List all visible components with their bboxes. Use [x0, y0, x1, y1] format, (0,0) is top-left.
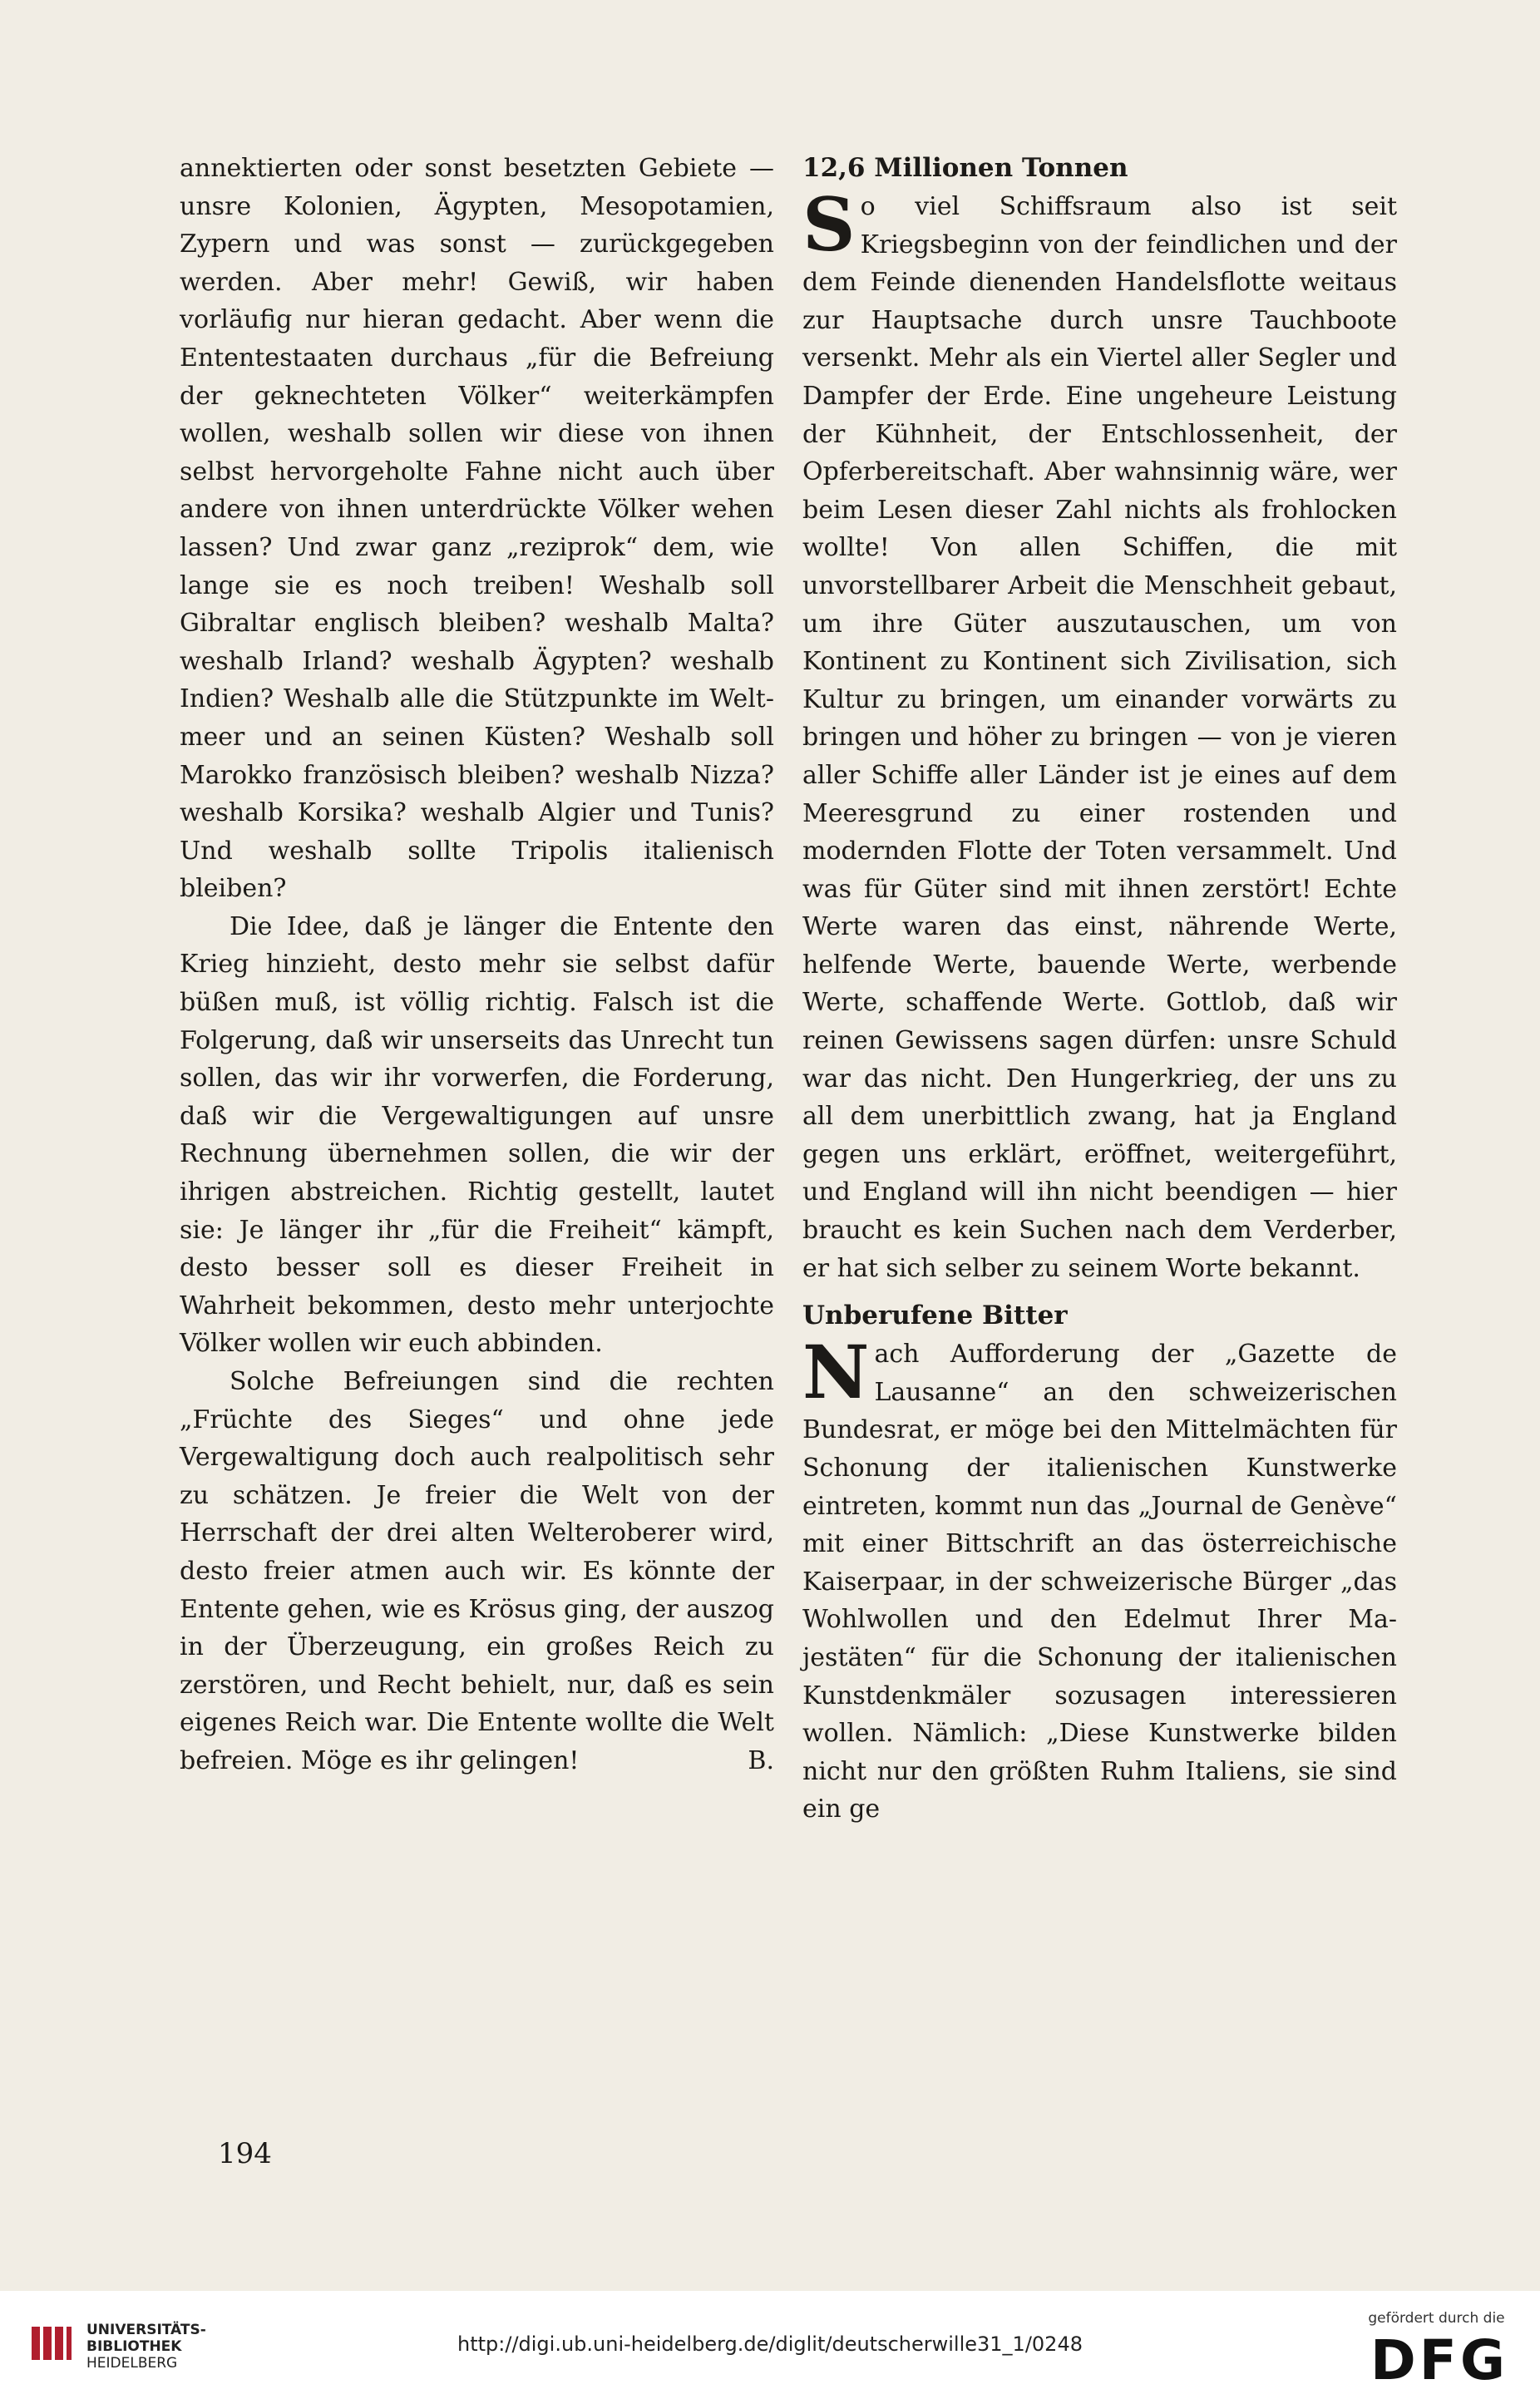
section-title-unberufene-bitter: Unberufene Bitter — [802, 1301, 1068, 1331]
library-name-line-1: UNIVERSITÄTS- — [86, 2322, 206, 2338]
dfg-logo: DFG — [1370, 2328, 1509, 2392]
library-name-line-3: HEIDELBERG — [86, 2355, 178, 2372]
page-number: 194 — [218, 2137, 272, 2170]
left-paragraph-2: Die Idee, daß je länger die Entente den Krieg hinzieht, desto mehr sie selbst dafür büßen muß, ist völlig richtig. Falsch ist die Folgerung, daß wir unserseits das Unrecht tun sollen, das wir ihr vorwerfen, die Forderung, daß wir die Vergewaltigungen auf unsre Rechnung übernehmen sollen, die wir der ihrigen abstreichen. Richtig gestellt, lautet sie: Je länger ihr „für die Freiheit“ kämpft, desto besser soll es dieser Freiheit in Wahrheit bekommen, desto mehr unterjochte Völker wollen wir euch abbinden. — [180, 911, 774, 1359]
section-paragraph-unberufene-bitter — [802, 1329, 1397, 1829]
right-column — [802, 150, 1397, 1829]
author-signature: B. — [748, 1745, 774, 1775]
funded-by-label: gefördert durch die — [1368, 2310, 1505, 2327]
section-paragraph-tonnage — [802, 181, 1397, 1287]
left-paragraph-3: Solche Befreiungen sind die rechten „Früchte des Sieges“ und ohne jede Vergewaltigung doch auch realpolitisch sehr zu schätzen. Je freier die Welt von der Herrschaft der drei alten Welteroberer wird, desto freier atmen auch wir. Es könnte der Entente gehen, wie es Krösus ging, der auszog in der Überzeugung, ein großes Reich zu zerstören, und Recht behielt, nur, daß es sein eigenes Reich war. Die Entente wollte die Welt befreien. Möge es ihr gelingen! — [180, 1367, 774, 1775]
left-column — [180, 150, 774, 1780]
library-name-line-2: BIBLIOTHEK — [86, 2338, 182, 2355]
section-title-tonnage: 12,6 Millionen Tonnen — [802, 153, 1128, 183]
section-text-tonnage: o viel Schiffsraum also ist seit Kriegsbeginn von der feindlichen und der dem Feinde dienenden Handelsflotte weitaus zur Hauptsache durch unsre Tauchboote versenkt. Mehr als ein Viertel aller Segler und Dampfer der Erde. Eine ungeheure Leistung der Kühnheit, der Entschlossenheit, der Opferbereitschaft. Aber wahnsinnig wäre, wer beim Lesen dieser Zahl nichts als frohlocken wollte! Von allen Schiffen, die mit unvorstellbarer Arbeit die Menschheit gebaut, um ihre Güter auszutauschen, um von Kontinent zu Kontinent sich Zivilisation, sich Kultur zu bringen, um einander vorwärts zu bringen und höher zu bringen — von je vieren aller Schiffe aller Länder ist je eines auf dem Meeresgrund zu einer rostenden und modernden Flotte der Toten versammelt. Und was für Güter sind mit ihnen zerstört! Echte Werte waren das einst, nährende Werte, helfende Werte, bauende Werte, werbende Werte, schaffende Werte. Gottlob, daß wir reinen Gewissens sagen dürfen: unsre Schuld war das nicht. Den Hungerkrieg, der uns zu all dem unerbittlich zwang, hat ja England gegen uns erklärt, eröffnet, weitergeführt, und England will ihn nicht beendigen — hier braucht es kein Suchen nach dem Verderber, er hat sich selber zu seinem Worte bekannt. — [802, 192, 1397, 1283]
section-text-unberufene-bitter: ach Aufforderung der „Gazette de Lausanne“ an den schweizerischen Bundesrat, er möge bei den Mittelmächten für Schonung der italienischen Kunstwerke eintreten, kommt nun das „Journal de Genève“ mit einer Bittschrift an das österreichische Kaiserpaar, in der schweizerische Bürger „das Wohlwollen und den Edelmut Ihrer Majestäten“ für die Schonung der italienischen Kunstdenkmäler sozusagen interessieren wollen. Nämlich: „Diese Kunstwerke bilden nicht nur den größten Ruhm Italiens, sie sind ein ge — [802, 1340, 1397, 1824]
dropcap-s: S — [802, 181, 856, 268]
dropcap-n: N — [802, 1329, 870, 1416]
left-paragraph-1: annektierten oder sonst besetzten Gebiete — unsre Kolonien, Ägypten, Mesopotamien, Zypern und was sonst — zurückgegeben werden. Aber mehr! Gewiß, wir haben vorläufig nur hieran gedacht. Aber wenn die Ententestaaten durchaus „für die Befreiung der geknechteten Völker“ weiterkämpfen wollen, weshalb sollen wir diese von ihnen selbst hervorgeholte Fahne nicht auch über andere von ihnen unterdrückte Völker wehen lassen? Und zwar ganz „reziprok“ dem, wie lange sie es noch treiben! Weshalb soll Gibraltar englisch bleiben? weshalb Malta? weshalb Irland? weshalb Ägypten? weshalb Indien? Weshalb alle die Stützpunkte im Weltmeer und an seinen Küsten? Weshalb soll Marokko französisch bleiben? weshalb Nizza? weshalb Korsika? weshalb Algier und Tunis? Und weshalb sollte Tripolis italienisch bleiben? — [180, 154, 774, 904]
document-url-link[interactable]: http://digi.ub.uni-heidelberg.de/diglit/deutscherwille31_1/0248 — [457, 2332, 1083, 2356]
